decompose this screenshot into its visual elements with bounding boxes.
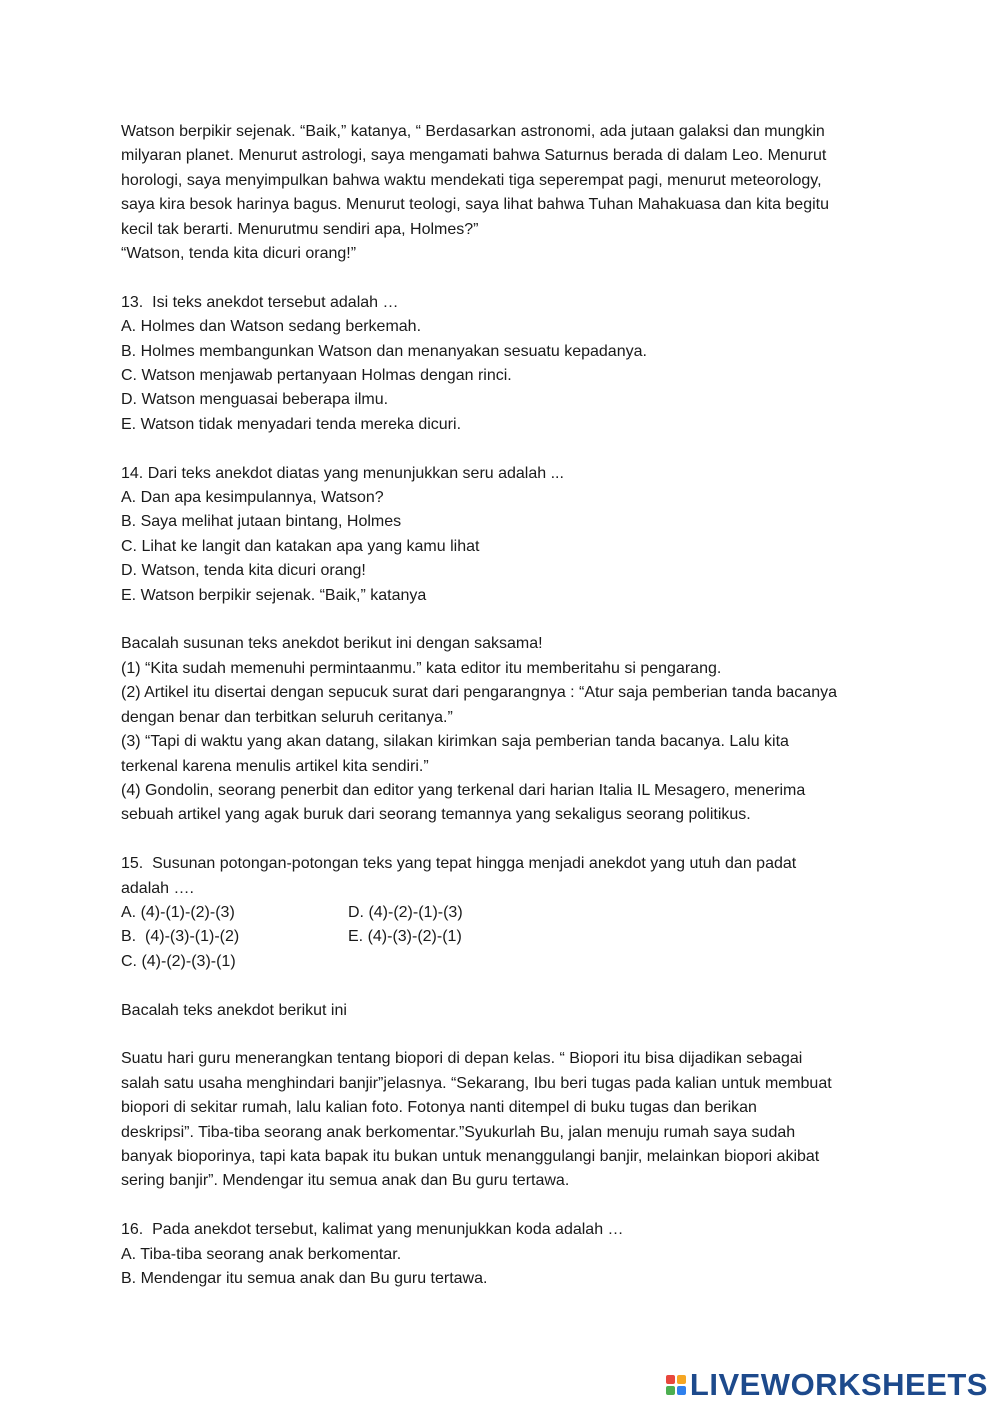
- spacer: [121, 974, 891, 998]
- logo-square: [666, 1386, 675, 1395]
- story-line: “Watson, tenda kita dicuri orang!”: [121, 245, 357, 263]
- biopori-line: deskripsi”. Tiba-tiba seorang anak berkomentar.”Syukurlah Bu, jalan menuju rumah saya sudah: [121, 1123, 796, 1141]
- logo-square: [666, 1375, 675, 1384]
- question-15-option-d: D. (4)-(2)-(1)-(3): [348, 903, 463, 921]
- arrangement-line: (4) Gondolin, seorang penerbit dan editor yang terkenal dari harian Italia IL Mesagero, menerima: [121, 781, 806, 799]
- arrangement-line: (2) Artikel itu disertai dengan sepucuk surat dari pengarangnya : “Atur saja pemberian tanda bacanya: [121, 684, 837, 702]
- spacer: [121, 828, 891, 852]
- biopori-line: sering banjir”. Mendengar itu semua anak dan Bu guru tertawa.: [121, 1172, 570, 1190]
- spacer: [121, 266, 891, 290]
- spacer: [121, 1023, 891, 1047]
- liveworksheets-logo-text: LIVEWORKSHEETS: [689, 1367, 988, 1402]
- story-line: kecil tak berarti. Menurutmu sendiri apa, Holmes?”: [121, 220, 479, 238]
- question-14-option-e: E. Watson berpikir sejenak. “Baik,” katanya: [121, 586, 427, 604]
- biopori-line: biopori di sekitar rumah, lalu kalian foto. Fotonya nanti ditempel di buku tugas dan berikan: [121, 1099, 757, 1117]
- spacer: [121, 608, 891, 632]
- arrangement-instruction: Bacalah susunan teks anekdot berikut ini dengan saksama!: [121, 635, 543, 653]
- arrangement-line: sebuah artikel yang agak buruk dari seorang temannya yang sekaligus seorang politikus.: [121, 806, 751, 824]
- story-line: Watson berpikir sejenak. “Baik,” katanya, “ Berdasarkan astronomi, ada jutaan galaksi dan mungkin: [121, 123, 825, 140]
- question-14-option-b: B. Saya melihat jutaan bintang, Holmes: [121, 513, 402, 531]
- question-15-text: adalah ….: [121, 879, 194, 897]
- arrangement-line: (3) “Tapi di waktu yang akan datang, silakan kirimkan saja pemberian tanda bacanya. Lalu kita: [121, 733, 789, 751]
- arrangement-line: dengan benar dan terbitkan seluruh ceritanya.”: [121, 708, 453, 726]
- question-13-option-d: D. Watson menguasai beberapa ilmu.: [121, 391, 389, 409]
- question-15: [121, 852, 891, 974]
- question-15-option-e: E. (4)-(3)-(2)-(1): [348, 928, 462, 946]
- liveworksheets-logo: [666, 1368, 988, 1402]
- biopori-instruction: Bacalah teks anekdot berikut ini: [121, 1001, 347, 1019]
- biopori-instruction-block: [121, 999, 891, 1023]
- question-15-option-c: C. (4)-(2)-(3)-(1): [121, 952, 236, 970]
- question-16-option-a: A. Tiba-tiba seorang anak berkomentar.: [121, 1245, 402, 1263]
- question-15-option-a: A. (4)-(1)-(2)-(3): [121, 903, 235, 921]
- logo-square: [677, 1375, 686, 1384]
- question-14: [121, 462, 891, 608]
- question-14-text: 14. Dari teks anekdot diatas yang menunjukkan seru adalah ...: [121, 464, 564, 482]
- story-line: saya kira besok harinya bagus. Menurut teologi, saya lihat bahwa Tuhan Mahakuasa dan kita begitu: [121, 196, 829, 214]
- question-15-text: 15. Susunan potongan-potongan teks yang tepat hingga menjadi anekdot yang utuh dan padat: [121, 855, 797, 873]
- biopori-line: salah satu usaha menghindari banjir”jelasnya. “Sekarang, Ibu beri tugas pada kalian untuk membuat: [121, 1074, 832, 1092]
- worksheet-page: [121, 120, 891, 1291]
- question-13-option-b: B. Holmes membangunkan Watson dan menanyakan sesuatu kepadanya.: [121, 342, 647, 360]
- spacer: [121, 1194, 891, 1218]
- empty-cell: [348, 950, 648, 974]
- question-13-text: 13. Isi teks anekdot tersebut adalah …: [121, 293, 399, 311]
- liveworksheets-logo-icon: [666, 1375, 686, 1395]
- question-15-options: [121, 901, 891, 974]
- arrangement-line: (1) “Kita sudah memenuhi permintaanmu.” kata editor itu memberitahu si pengarang.: [121, 659, 722, 677]
- logo-square: [677, 1386, 686, 1395]
- story-line: milyaran planet. Menurut astrologi, saya mengamati bahwa Saturnus berada di dalam Leo. Menurut: [121, 147, 827, 165]
- question-15-option-b: B. (4)-(3)-(1)-(2): [121, 928, 240, 946]
- question-13: [121, 291, 891, 437]
- story-line: horologi, saya menyimpulkan bahwa waktu mendekati tiga seperempat pagi, menurut meteorology,: [121, 171, 822, 189]
- question-16-text: 16. Pada anekdot tersebut, kalimat yang menunjukkan koda adalah …: [121, 1221, 624, 1239]
- biopori-line: banyak bioporinya, tapi kata bapak itu bukan untuk menanggulangi banjir, melainkan biopori akibat: [121, 1147, 820, 1165]
- question-13-option-e: E. Watson tidak menyadari tenda mereka dicuri.: [121, 415, 462, 433]
- arrangement-line: terkenal karena menulis artikel kita sendiri.”: [121, 757, 429, 775]
- question-13-option-c: C. Watson menjawab pertanyaan Holmas dengan rinci.: [121, 367, 512, 385]
- arrangement-section: [121, 632, 891, 827]
- question-14-option-a: A. Dan apa kesimpulannya, Watson?: [121, 489, 384, 507]
- question-14-option-d: D. Watson, tenda kita dicuri orang!: [121, 562, 366, 580]
- question-14-option-c: C. Lihat ke langit dan katakan apa yang kamu lihat: [121, 537, 480, 555]
- biopori-paragraph: [121, 1047, 891, 1193]
- question-16-option-b: B. Mendengar itu semua anak dan Bu guru tertawa.: [121, 1269, 488, 1287]
- question-16: [121, 1218, 891, 1291]
- biopori-line: Suatu hari guru menerangkan tentang biopori di depan kelas. “ Biopori itu bisa dijadikan sebagai: [121, 1050, 803, 1068]
- spacer: [121, 437, 891, 461]
- question-13-option-a: A. Holmes dan Watson sedang berkemah.: [121, 318, 422, 336]
- story-watson-paragraph: [121, 120, 891, 266]
